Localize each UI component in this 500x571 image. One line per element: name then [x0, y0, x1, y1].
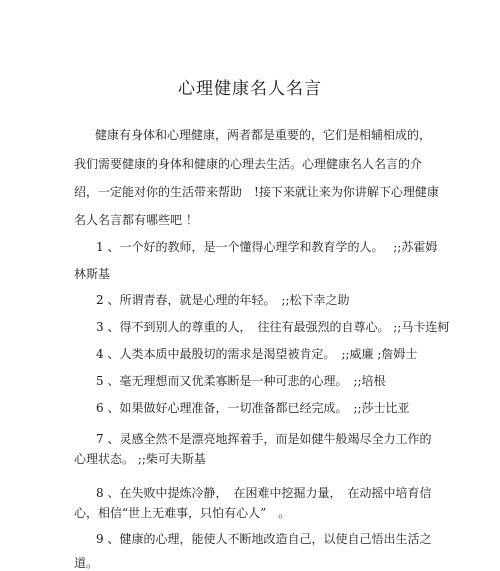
- quote-7-line-2: 心理状态。 ;;柴可夫斯基: [74, 452, 206, 466]
- quote-4: 4 、人类本质中最殷切的需求是渴望被肯定。 ;;威廉 ;詹姆士: [96, 347, 418, 361]
- quote-1-line-1: 1 、一个好的教师，是一个懂得心理学和教育学的人。 ;;苏霍姆: [96, 240, 438, 254]
- quote-9-line-2: 道。: [74, 556, 99, 570]
- quote-2: 2 、所谓青春，就是心理的年轻。 ;;松下幸之助: [96, 293, 350, 307]
- quote-1-line-2: 林斯基: [74, 267, 111, 281]
- quote-5: 5 、毫无理想而又优柔寡断是一种可悲的心理。 ;;培根: [96, 374, 386, 388]
- quote-8-line-2: 心，相信“世上无难事，只怕有心人” 。: [74, 506, 291, 520]
- intro-line-3: 绍，一定能对你的生活带来帮助 !接下来就让来为你讲解下心理健康: [74, 185, 439, 199]
- quote-8-line-1: 8 、在失败中提炼冷静， 在困难中挖掘力量， 在动摇中培育信: [96, 486, 432, 500]
- intro-line-2: 我们需要健康的身体和健康的心理去生活。心理健康名人名言的介: [74, 157, 423, 171]
- quote-6: 6 、如果做好心理准备，一切准备都已经完成。 ;;莎士比亚: [96, 401, 410, 415]
- quote-7-line-1: 7 、灵感全然不是漂亮地挥着手，而是如健牛般竭尽全力工作的: [96, 432, 432, 446]
- intro-line-4: 名人名言都有哪些吧 ！: [74, 213, 198, 227]
- quote-9-line-1: 9 、健康的心理，能使人不断地改造自己，以使自己悟出生活之: [96, 532, 432, 546]
- intro-line-1: 健康有身体和心理健康，两者都是重要的，它们是相辅相成的，: [95, 128, 432, 142]
- quote-3: 3 、得不到别人的尊重的人， 往往有最强烈的自尊心。 ;;马卡连柯: [96, 320, 450, 334]
- page-title: 心理健康名人名言: [178, 79, 322, 99]
